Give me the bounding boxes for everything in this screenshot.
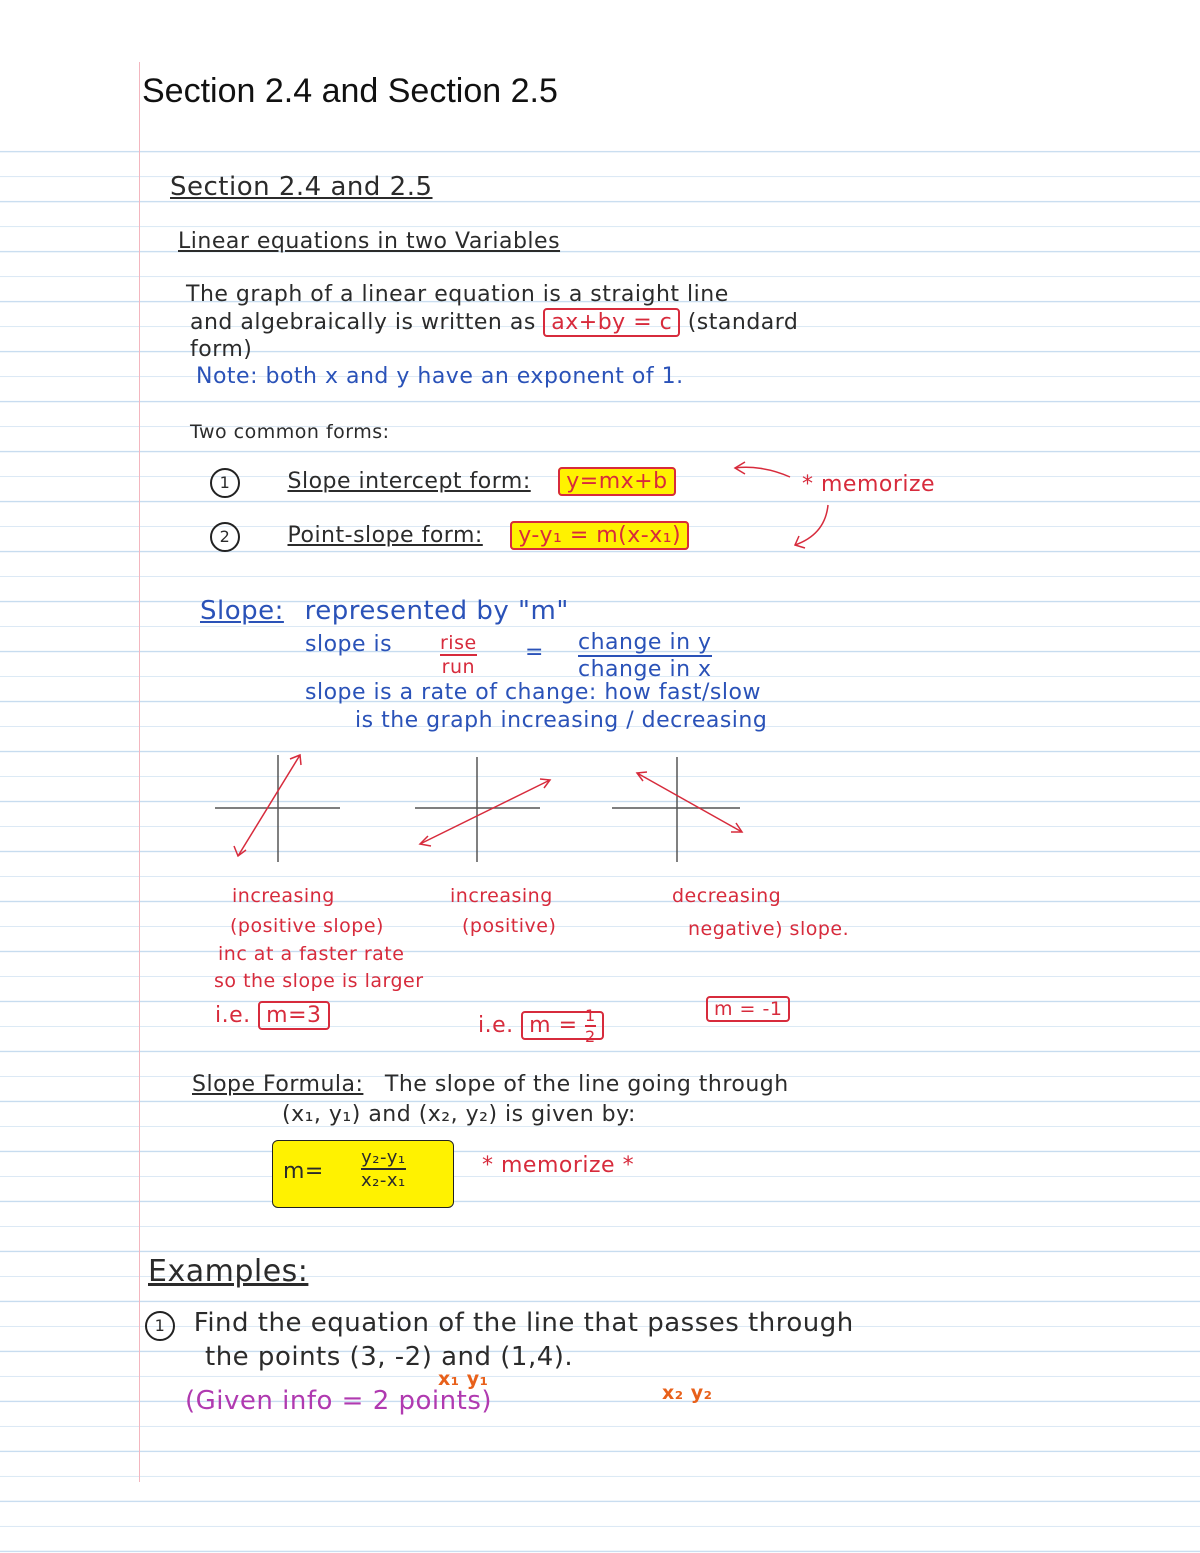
slope-label: Slope:	[200, 596, 284, 626]
equals-sign: =	[525, 640, 544, 665]
graph2-ie: i.e.	[478, 1013, 514, 1038]
graph1-line	[234, 755, 301, 856]
intro-line3: form)	[190, 337, 253, 362]
graph2-caption-1: increasing	[450, 885, 553, 907]
form1-equation: y=mx+b	[558, 467, 675, 496]
rise-text: rise	[440, 632, 477, 654]
run-text: run	[441, 656, 476, 678]
page-title: Section 2.4 and Section 2.5	[142, 72, 558, 110]
graph3-axes	[612, 757, 740, 862]
example1-text2: the points (3, -2) and (1,4).	[205, 1342, 574, 1372]
formula-denominator: x₂-x₁	[361, 1170, 406, 1191]
example1-x1y1: x₁ y₁	[438, 1368, 489, 1390]
memorize-arrows	[735, 462, 828, 548]
graph1-example	[215, 1003, 330, 1028]
graph1-caption-2: (positive slope)	[230, 915, 384, 937]
formula-line1	[192, 1072, 789, 1097]
example1-number: 1	[145, 1311, 175, 1341]
graph3-line	[637, 772, 742, 832]
memorize-note-2: * memorize *	[482, 1153, 635, 1178]
formula-text1: The slope of the line going through	[384, 1072, 789, 1097]
form2-number: 2	[210, 522, 240, 552]
graph2-slope-box	[521, 1006, 604, 1046]
graph1-slope-value: m=3	[258, 1001, 329, 1030]
form2-label: Point-slope form:	[287, 523, 483, 548]
example1-text1: Find the equation of the line that passes through	[193, 1308, 854, 1338]
memorize-note-1: * memorize	[802, 472, 936, 497]
formula-label: Slope Formula:	[192, 1072, 364, 1097]
graph1-caption-3: inc at a faster rate	[218, 943, 405, 965]
graph2-example	[478, 1006, 604, 1046]
example1-given: (Given info = 2 points)	[185, 1386, 493, 1416]
example1-line1	[145, 1308, 854, 1341]
graph2-m-num: 1	[585, 1006, 596, 1025]
rate-line2: is the graph increasing / decreasing	[355, 708, 768, 733]
graph2-m-den: 2	[585, 1027, 596, 1046]
formula-numerator: y₂-y₁	[361, 1147, 406, 1168]
formula-text2: (x₁, y₁) and (x₂, y₂) is given by:	[282, 1102, 636, 1127]
change-in-x: change in x	[578, 657, 712, 682]
graph3-caption-1: decreasing	[672, 885, 782, 907]
formula-m: m=	[283, 1159, 324, 1184]
slope-represented: represented by "m"	[304, 596, 569, 626]
graph2-m-lhs: m =	[529, 1013, 578, 1038]
graph1-caption-4: so the slope is larger	[214, 970, 424, 992]
graph1-ie: i.e.	[215, 1003, 251, 1028]
intro-line2-text: and algebraically is written as	[190, 310, 536, 335]
form1-number: 1	[210, 468, 240, 498]
two-forms-label: Two common forms:	[190, 421, 390, 443]
standard-form-box: ax+by = c	[543, 308, 680, 337]
notes-subheading: Linear equations in two Variables	[178, 229, 561, 254]
rate-line1: slope is a rate of change: how fast/slow	[305, 680, 761, 705]
graph2-line	[420, 779, 550, 846]
graph3-slope-value: m = -1	[706, 996, 790, 1022]
example1-x2y2: x₂ y₂	[662, 1382, 713, 1404]
examples-label: Examples:	[148, 1254, 309, 1289]
form1-label: Slope intercept form:	[287, 469, 531, 494]
slope-formula-box	[272, 1140, 454, 1208]
note-exponent: Note: both x and y have an exponent of 1.	[196, 364, 684, 389]
intro-line1: The graph of a linear equation is a straight line	[186, 282, 729, 307]
graph3-example	[706, 998, 790, 1020]
slope-is-label: slope is	[305, 632, 393, 657]
graph2-axes	[415, 757, 540, 862]
intro-line2-standard: (standard	[687, 310, 799, 335]
form2-equation: y-y₁ = m(x-x₁)	[510, 521, 689, 550]
graph1-axes	[215, 755, 340, 862]
graph1-caption-1: increasing	[232, 885, 335, 907]
notes-heading: Section 2.4 and 2.5	[170, 172, 433, 202]
change-in-y: change in y	[578, 630, 712, 655]
graph2-caption-2: (positive)	[462, 915, 557, 937]
graph3-caption-2: negative) slope.	[688, 918, 850, 940]
